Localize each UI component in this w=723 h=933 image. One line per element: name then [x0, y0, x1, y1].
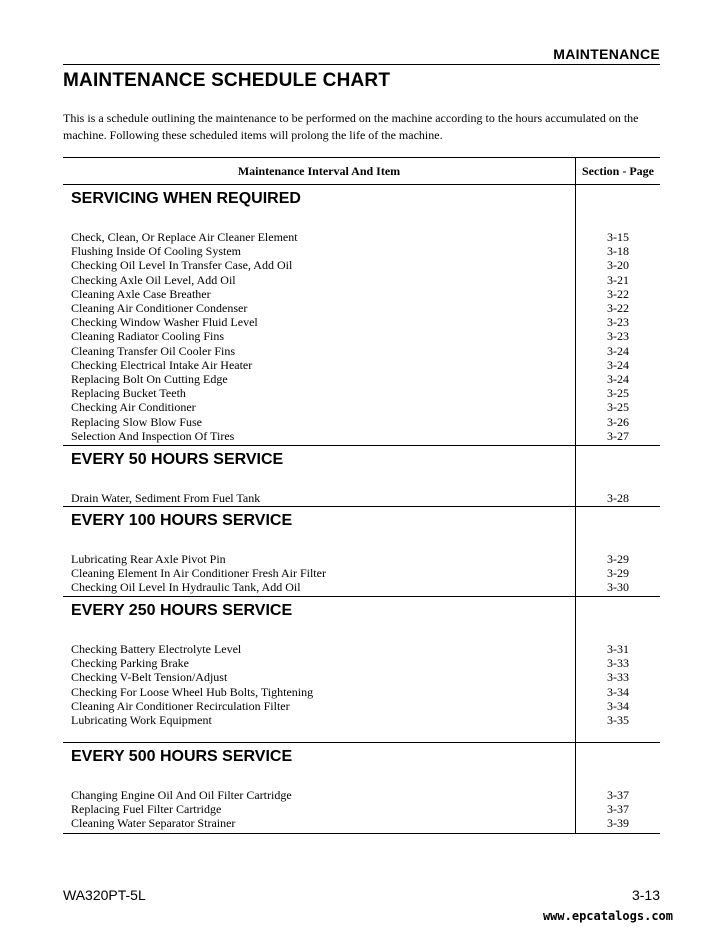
- row-page: 3-24: [607, 343, 629, 358]
- row-page: 3-29: [607, 566, 629, 581]
- row-page: 3-39: [607, 816, 629, 831]
- row-item: Cleaning Axle Case Breather: [71, 286, 211, 301]
- group-divider: [63, 184, 660, 185]
- row-item: Lubricating Work Equipment: [71, 713, 212, 727]
- row-page: 3-34: [607, 698, 629, 713]
- table-row: [63, 580, 660, 594]
- row-item: Checking Parking Brake: [71, 656, 189, 671]
- row-item: Cleaning Transfer Oil Cooler Fins: [71, 343, 235, 358]
- row-item: Checking Window Washer Fluid Level: [71, 315, 258, 330]
- table-row: [63, 386, 660, 400]
- row-page: 3-22: [607, 286, 629, 301]
- table-row: [63, 315, 660, 329]
- row-page: 3-25: [607, 400, 629, 415]
- group-title: EVERY 250 HOURS SERVICE: [71, 602, 293, 619]
- row-page: 3-25: [607, 386, 629, 401]
- table-row: [63, 491, 660, 505]
- row-item: Selection And Inspection Of Tires: [71, 428, 235, 443]
- row-item: Cleaning Air Conditioner Condenser: [71, 301, 248, 315]
- row-item: Checking Air Conditioner: [71, 400, 196, 415]
- row-item: Lubricating Rear Axle Pivot Pin: [71, 552, 226, 566]
- maintenance-table: [63, 157, 660, 834]
- row-page: 3-35: [607, 713, 629, 727]
- group-title: EVERY 500 HOURS SERVICE: [71, 748, 293, 765]
- row-page: 3-23: [607, 329, 629, 344]
- row-page: 3-33: [607, 656, 629, 671]
- row-item: Changing Engine Oil And Oil Filter Cartridge: [71, 788, 292, 802]
- row-page: 3-15: [607, 230, 629, 244]
- row-page: 3-26: [607, 414, 629, 429]
- row-item: Replacing Bolt On Cutting Edge: [71, 372, 228, 386]
- group-divider: [63, 596, 660, 597]
- table-row: [63, 699, 660, 713]
- row-page: 3-27: [607, 428, 629, 443]
- col-header-page: Section - Page: [582, 163, 654, 178]
- section-header: MAINTENANCE: [553, 46, 660, 62]
- table-row: [63, 301, 660, 315]
- row-page: 3-30: [607, 580, 629, 595]
- row-item: Replacing Slow Blow Fuse: [71, 414, 202, 429]
- table-row: [63, 230, 660, 244]
- group-title: EVERY 50 HOURS SERVICE: [71, 451, 284, 468]
- row-page: 3-37: [607, 802, 629, 817]
- row-page: 3-20: [607, 258, 629, 273]
- group-divider: [63, 506, 660, 507]
- row-page: 3-28: [607, 491, 629, 505]
- table-row: [63, 713, 660, 727]
- row-item: Flushing Inside Of Cooling System: [71, 244, 242, 259]
- table-row: [63, 685, 660, 699]
- row-page: 3-21: [607, 272, 629, 287]
- table-row: [63, 802, 660, 816]
- row-item: Checking Electrical Intake Air Heater: [71, 357, 253, 372]
- row-page: 3-34: [607, 684, 629, 699]
- group-title: EVERY 100 HOURS SERVICE: [71, 512, 293, 529]
- table-row: [63, 372, 660, 386]
- table-row: [63, 258, 660, 272]
- table-row: [63, 415, 660, 429]
- group-divider: [63, 742, 660, 743]
- table-row: [63, 358, 660, 372]
- table-row: [63, 566, 660, 580]
- group-divider: [63, 445, 660, 446]
- table-row: [63, 273, 660, 287]
- table-row: [63, 400, 660, 414]
- table-row: [63, 287, 660, 301]
- table-row: [63, 344, 660, 358]
- table-row: [63, 788, 660, 802]
- footer-model: WA320PT-5L: [63, 887, 146, 903]
- footer-page-number: 3-13: [631, 887, 660, 903]
- row-page: 3-29: [607, 552, 629, 566]
- row-item: Checking Oil Level In Hydraulic Tank, Add Oil: [71, 580, 301, 595]
- row-item: Drain Water, Sediment From Fuel Tank: [71, 491, 261, 505]
- table-row: [63, 329, 660, 343]
- row-item: Replacing Fuel Filter Cartridge: [71, 802, 222, 817]
- table-row: [63, 244, 660, 258]
- col-header-item: Maintenance Interval And Item: [237, 163, 401, 178]
- row-page: 3-31: [607, 642, 629, 656]
- row-item: Cleaning Element In Air Conditioner Fresh Air Filter: [71, 566, 326, 581]
- row-item: Cleaning Air Conditioner Recirculation Filter: [71, 698, 290, 713]
- table-row: [63, 816, 660, 830]
- row-item: Checking For Loose Wheel Hub Bolts, Tightening: [71, 684, 314, 699]
- row-page: 3-33: [607, 670, 629, 685]
- row-item: Checking V-Belt Tension/Adjust: [71, 670, 228, 685]
- row-page: 3-24: [607, 357, 629, 372]
- intro-paragraph: This is a schedule outlining the maintenance to be performed on the machine according to the hours accumulated on the machine. Following these scheduled items will prolong the life of the machine.: [63, 111, 639, 142]
- row-item: Replacing Bucket Teeth: [71, 386, 186, 401]
- row-item: Cleaning Radiator Cooling Fins: [71, 329, 224, 344]
- row-page: 3-22: [607, 301, 629, 315]
- group-title: SERVICING WHEN REQUIRED: [71, 190, 301, 207]
- row-item: Cleaning Water Separator Strainer: [71, 816, 236, 831]
- row-page: 3-37: [607, 788, 629, 802]
- row-page: 3-24: [607, 372, 629, 386]
- page-title: MAINTENANCE SCHEDULE CHART: [63, 70, 391, 91]
- table-row: [63, 552, 660, 566]
- table-row: [63, 670, 660, 684]
- row-item: Check, Clean, Or Replace Air Cleaner Element: [71, 230, 298, 244]
- row-page: 3-18: [607, 244, 629, 259]
- table-row: [63, 656, 660, 670]
- table-row: [63, 642, 660, 656]
- row-page: 3-23: [607, 315, 629, 330]
- row-item: Checking Battery Electrolyte Level: [71, 642, 242, 656]
- row-item: Checking Axle Oil Level, Add Oil: [71, 272, 236, 287]
- top-rule: [63, 64, 660, 65]
- row-item: Checking Oil Level In Transfer Case, Add Oil: [71, 258, 293, 273]
- table-row: [63, 429, 660, 443]
- watermark: www.epcatalogs.com: [542, 909, 673, 923]
